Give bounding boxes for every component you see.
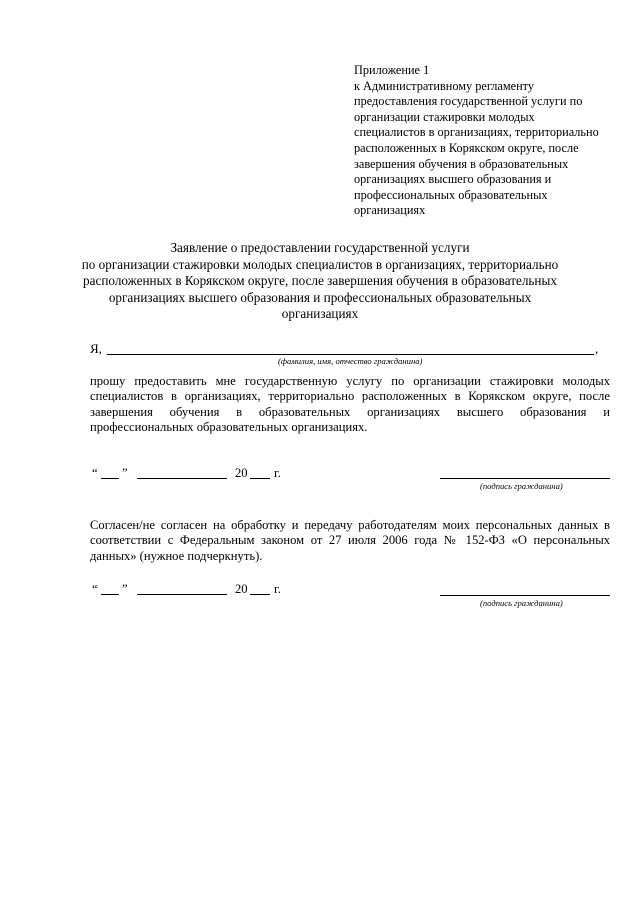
consent-line: соответствии с Федеральным законом от 27 июля 2006 года № 152-ФЗ «О персональных: [90, 533, 610, 548]
year-prefix: 20: [235, 582, 248, 596]
signature-hint-1: (подпись гражданина): [480, 481, 563, 491]
year-suffix: г.: [274, 582, 281, 596]
appendix-line: к Административному регламенту: [354, 78, 535, 93]
close-quote: ”: [122, 466, 128, 480]
appendix-line: предоставления государственной услуги по: [354, 94, 583, 109]
signature-field-1[interactable]: [440, 478, 610, 479]
appendix-line: организациях: [354, 203, 426, 218]
appendix-line: расположенных в Корякском округе, после: [354, 140, 579, 155]
request-line: профессиональных образовательных организациях.: [90, 420, 368, 435]
year-prefix: 20: [235, 466, 248, 480]
day-field[interactable]: [101, 582, 119, 595]
request-line: завершения обучения в образовательных организациях высшего образования и: [90, 404, 610, 419]
year-field[interactable]: [250, 582, 270, 595]
appendix-header: [354, 63, 616, 219]
appendix-line: специалистов в организациях, территориально: [354, 125, 599, 140]
date-row-1: [92, 466, 292, 482]
appendix-line: завершения обучения в образовательных: [354, 156, 569, 171]
close-quote: ”: [122, 582, 128, 596]
applicant-prefix: Я,: [90, 341, 102, 356]
title-line: по организации стажировки молодых специалистов в организациях, территориально: [81, 256, 559, 272]
appendix-line: организациях высшего образования и: [354, 172, 552, 187]
year-suffix: г.: [274, 466, 281, 480]
consent-line: данных» (нужное подчеркнуть).: [90, 548, 263, 563]
day-field[interactable]: [101, 466, 119, 479]
appendix-line: организации стажировки молодых: [354, 109, 535, 124]
request-line: специалистов в организациях, территориально расположенных в Корякском округе, после: [90, 389, 610, 404]
open-quote: “: [92, 582, 98, 596]
title-line: Заявление о предоставлении государственной услуги: [170, 240, 470, 255]
applicant-suffix: ,: [595, 341, 599, 356]
consent-paragraph: [90, 518, 610, 564]
appendix-line: Приложение 1: [354, 63, 430, 77]
signature-hint-2: (подпись гражданина): [480, 598, 563, 608]
title-line: расположенных в Корякском округе, после завершения обучения в образовательных: [83, 273, 557, 289]
month-field[interactable]: [137, 466, 227, 479]
request-line: прошу предоставить мне государственную услугу по организации стажировки молодых: [90, 374, 610, 388]
open-quote: “: [92, 466, 98, 480]
appendix-line: профессиональных образовательных: [354, 187, 548, 202]
request-paragraph: [90, 374, 610, 436]
applicant-name-hint: (фамилия, имя, отчество гражданина): [278, 356, 423, 366]
consent-line: Согласен/не согласен на обработку и передачу работодателям моих персональных данных в: [90, 518, 610, 532]
date-row-2: [92, 582, 292, 598]
year-field[interactable]: [250, 466, 270, 479]
document-title: [80, 240, 560, 323]
title-line: организациях высшего образования и профессиональных образовательных: [108, 289, 532, 305]
applicant-name-row: [90, 341, 610, 357]
applicant-name-field[interactable]: [107, 354, 594, 355]
signature-field-2[interactable]: [440, 595, 610, 596]
month-field[interactable]: [137, 582, 227, 595]
title-line: организациях: [281, 306, 359, 322]
